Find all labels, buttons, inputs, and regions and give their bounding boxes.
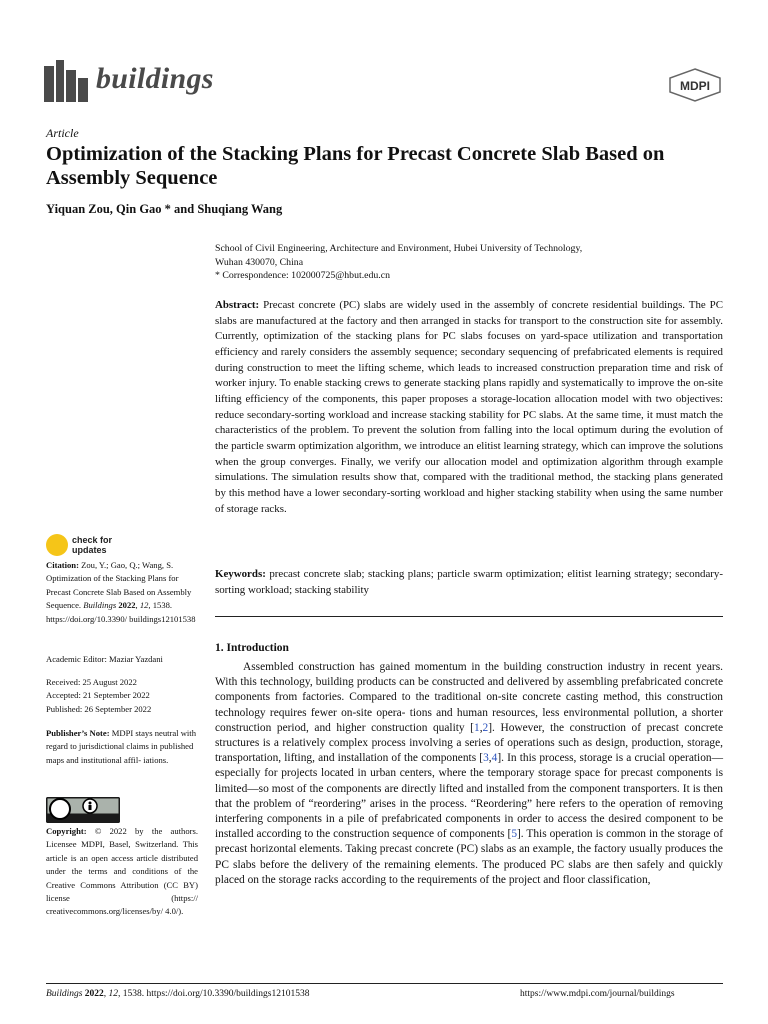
- check-for-updates-button[interactable]: [46, 534, 166, 558]
- footer-citation: Buildings 2022, 12, 1538. https://doi.org/10.3390/buildings12101538: [46, 989, 310, 999]
- citation-link[interactable]: 3: [483, 752, 489, 765]
- copyright-text: © 2022 by the authors. Licensee MDPI, Basel, Switzerland. This article is an open access article distributed under the terms and conditions of the Creative Commons Attribution (CC BY) license (https:// creativecommons.org/licenses/by/ 4.0/).: [46, 826, 198, 917]
- intro-text-3: ]. In this process, storage is a crucial operation—especially for projects located in urban centers, where the temporary storage space for precast components is limited—so most of the components are directly lifted and installed from the component transporters. It is then that the problem of “reordering” arises in the process. “Reordering” here refers to the operation of removing interfering components in a pile of prefabricated components in order to access the desired component to be installed according to the construction sequence of components [: [215, 752, 723, 841]
- mdpi-logo-icon: [668, 68, 722, 102]
- keywords-text: precast concrete slab; stacking plans; particle swarm optimization; elitist learning strategy; secondary-sorting workload; stacking stability: [215, 568, 723, 596]
- keywords-label: Keywords:: [215, 568, 266, 580]
- check-updates-label: check for updates: [72, 535, 113, 555]
- academic-editor: Academic Editor: Maziar Yazdani: [46, 654, 163, 664]
- abstract-text: Precast concrete (PC) slabs are widely used in the assembly of concrete residential buildings. The PC slabs are manufactured at the factory and then arranged in stacks for transport to the construction site for assembly. Currently, optimization of the stacking plans for PC slabs focuses on yard-space utilization and transportation efficiency and rarely considers the assembly sequence; secondary sequencing of prefabricated elements is required during construction to meet the lifting scheme, which leads to increased construction preparation time and risk of worker injury. To enable stacking crews to generate stacking plans rapidly and systematically to improve the on-site lifting efficiency of the components, this paper proposes a storage-location allocation model with two objectives: reduce secondary-sorting workload and increase stacking stability for PC slabs. At the same time, it must match the characteristics of the problem. To prevent the solution from falling into the local optimum during the evolution of the particle swarm optimization algorithm, we introduce an elitist learning strategy, which can improve the solutions when the group converges. Finally, we verify our allocation model and optimization algorithm through example simulations. The simulation results show that, compared with the traditional method, the stacking plans generated by this method have a lower secondary-sorting workload and higher stacking stability when using the same number of storage racks.: [215, 299, 723, 515]
- journal-name: buildings: [96, 62, 214, 95]
- citation-volume: 12: [139, 600, 149, 611]
- section-divider: [215, 616, 723, 617]
- intro-text-2: ]. However, the construction of precast concrete structures is a relatively complex process involving a series of operations such as design, production, storage, transportation, lifting, and installation of the components [: [215, 721, 724, 765]
- footer-journal-link[interactable]: https://www.mdpi.com/journal/buildings: [520, 989, 675, 999]
- publisher-note-label: Publisher’s Note:: [46, 728, 110, 738]
- keywords: [215, 566, 723, 598]
- citation-block: Citation: Zou, Y.; Gao, Q.; Wang, S. Optimization of the Stacking Plans for Precast Concrete Slab Based on Assembly Sequence. Buildings 2022, 12, 1538. https://doi.org/10.3390/ buildings12101538: [46, 560, 196, 624]
- cc-by-license-icon[interactable]: [46, 797, 120, 823]
- citation-link[interactable]: 5: [511, 828, 518, 841]
- dates-block: [46, 676, 198, 716]
- published-date: Published: 26 September 2022: [46, 703, 152, 714]
- correspondence: * Correspondence: 102000725@hbut.edu.cn: [215, 270, 390, 281]
- intro-text-4: ]. This operation is common in the storage of precast horizontal elements. Taking precast concrete (PC) slabs as an example, the factory usually produces the PC slabs before the delivery of the remaining elements. The produced PC slabs are then safely and quickly placed on the storage racks according to the requirements of the project and floor classification,: [215, 828, 723, 886]
- intro-text-1: Assembled construction has gained momentum in the building construction industry in recent years. With this technology, building products can be constructed and delivered by assembling prefabricated concrete components from factories. Compared to the traditional on-site concrete casting method, this construction technology requires fewer on-site opera- tions and human resources, less environmental pollution, a shorter construction period, and higher construction quality [: [215, 661, 723, 734]
- footer-doi[interactable]: , 1538. https://doi.org/10.3390/buildings12101538: [118, 989, 310, 999]
- accepted-date: Accepted: 21 September 2022: [46, 690, 150, 701]
- abstract-label: Abstract:: [215, 299, 260, 311]
- citation-link[interactable]: 4: [491, 752, 498, 765]
- footer-journal: Buildings: [46, 989, 83, 999]
- citation-year: 2022: [118, 600, 136, 611]
- citation-link[interactable]: 2: [482, 721, 489, 734]
- citation-link[interactable]: 1: [473, 721, 480, 734]
- publisher-note: [46, 727, 198, 767]
- footer-year: 2022: [84, 989, 104, 999]
- affiliation-line2: Wuhan 430070, China: [215, 256, 304, 268]
- buildings-logo-icon: [44, 60, 90, 102]
- citation-journal: Buildings: [83, 600, 117, 611]
- section-heading: 1. Introduction: [215, 642, 289, 654]
- check-updates-icon: [46, 534, 68, 556]
- article-type: Article: [46, 126, 79, 140]
- copyright-label: Copyright:: [46, 826, 87, 836]
- affiliation-line1: School of Civil Engineering, Architecture and Environment, Hubei University of Technology,: [215, 243, 583, 254]
- footer-volume: 12: [108, 989, 119, 999]
- publisher-note-text: MDPI stays neutral with regard to jurisdictional claims in published maps and institutional affil- iations.: [46, 728, 196, 765]
- received-date: Received: 25 August 2022: [46, 677, 137, 687]
- mdpi-logo-text: MDPI: [680, 79, 710, 93]
- footer-divider: [46, 983, 723, 984]
- citation-label: Citation:: [46, 560, 79, 570]
- intro-body: Assembled construction has gained momentum in the building construction industry in recent years. With this technology, building products can be constructed and delivered by assembling prefabricated concrete components from factories. Compared to the traditional on-site concrete casting method, this construction technology requires fewer on-site opera- tions and human resources, less environmental pollution, a shorter construction period, and higher construction quality [1,2]. However, the construction of precast concrete structures is a relatively complex process involving a series of operations such as design, production, storage, transportation, lifting, and installation of the components [3,4]. In this process, storage is a crucial operation—especially for projects located in urban centers, where the temporary storage space for precast components is limited—so most of the components are directly lifted and installed from the component transporters. It is then that the problem of “reordering” arises in the process. “Reordering” here refers to the operation of removing interfering components in a pile of prefabricated components in order to access the desired component to be installed according to the construction sequence of components [5]. This operation is common in the storage of precast horizontal elements. Taking precast concrete (PC) slabs as an example, the factory usually produces the PC slabs before the delivery of the remaining elements. The produced PC slabs are then safely and quickly placed on the storage racks according to the requirements of the project and floor classification,: [215, 661, 724, 886]
- affiliation: [215, 242, 725, 283]
- authors: Yiquan Zou, Qin Gao * and Shuqiang Wang: [46, 202, 283, 216]
- citation-text: Zou, Y.; Gao, Q.; Wang, S. Optimization of the Stacking Plans for Precast Concrete Slab Based on Assembly Sequence.: [46, 560, 192, 611]
- citation-rest: , 1538. https://doi.org/10.3390/ buildings12101538: [46, 600, 196, 624]
- page-title: Optimization of the Stacking Plans for Precast Concrete Slab Based on Assembly Sequence: [46, 143, 665, 189]
- copyright-block: [46, 825, 198, 919]
- abstract: [215, 298, 723, 517]
